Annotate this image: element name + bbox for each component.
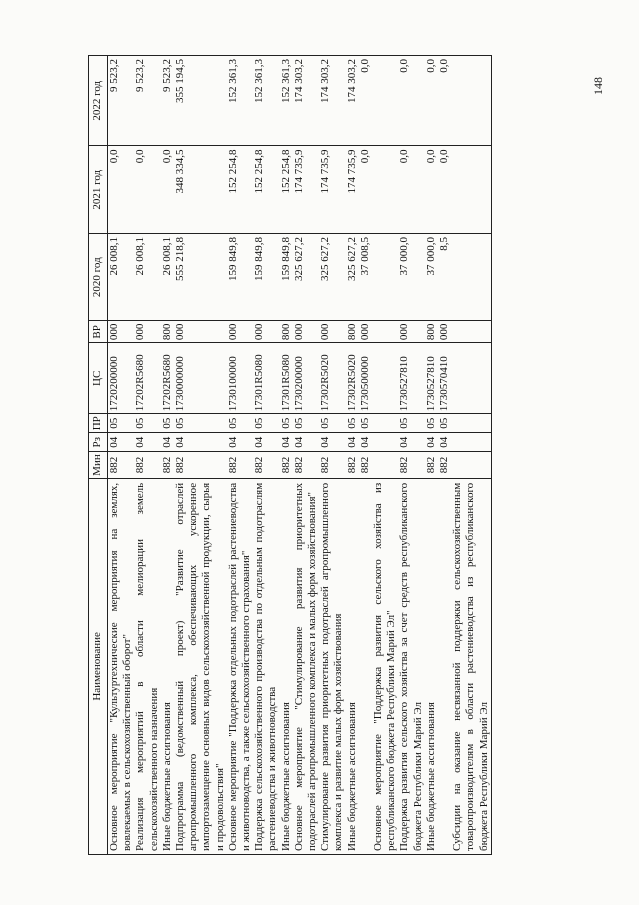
cell-value: 05 [398, 417, 411, 429]
cell-value: 04 [134, 436, 147, 448]
cell-value: 04 [253, 436, 266, 448]
cell-value: 000 [108, 323, 120, 341]
row-y2022 [161, 56, 174, 146]
cell-value: 152 361,3 [226, 59, 239, 103]
row-y2021 [227, 146, 253, 233]
cell-value: 05 [345, 417, 358, 429]
cell-value: 04 [398, 436, 411, 448]
row-min [161, 452, 174, 479]
table-row [451, 56, 491, 855]
row-y2020 [451, 233, 491, 320]
cell-value: 05 [253, 417, 266, 429]
cell-value: 325 627,2 [292, 236, 305, 281]
cell-value: 000 [134, 323, 147, 341]
cell-value: 05 [108, 417, 120, 429]
cell-value: 05 [319, 417, 332, 429]
row-cs [280, 343, 293, 414]
row-name: Поддержка развития сельского хозяйства за счет средств республиканского бюджета Республики Марий Эл [398, 478, 424, 854]
row-name: Иные бюджетные ассигнования [161, 478, 174, 854]
row-cs [425, 343, 451, 414]
cell-value: 17301R5080 [253, 354, 266, 412]
header-vr: ВР [89, 321, 108, 343]
row-y2020 [161, 233, 174, 320]
row-min [451, 452, 491, 479]
row-cs [161, 343, 174, 414]
cell-value: 1730200000 [292, 356, 305, 412]
cell-value: 04 [438, 436, 451, 448]
row-cs [108, 343, 135, 414]
header-min: Мин [89, 452, 108, 479]
row-min [319, 452, 345, 479]
row-min [346, 452, 372, 479]
cell-value: 882 [319, 456, 332, 474]
row-y2022 [372, 56, 398, 146]
cell-value: 1720200000 [108, 356, 120, 412]
cell-value: 174 735,9 [292, 149, 305, 194]
row-y2022 [227, 56, 253, 146]
cell-value: 1730000000 [174, 356, 187, 412]
row-rz [372, 433, 398, 452]
rotated-page-content [88, 55, 586, 855]
row-min [293, 452, 319, 479]
row-pr [280, 414, 293, 433]
row-vr [319, 321, 345, 343]
row-pr [398, 414, 424, 433]
row-pr [253, 414, 279, 433]
cell-value: 04 [319, 436, 332, 448]
row-y2021 [108, 146, 135, 233]
row-vr [108, 321, 135, 343]
row-y2020 [174, 233, 227, 320]
table-row [293, 56, 319, 855]
row-vr [372, 321, 398, 343]
cell-value: 26 008,1 [160, 236, 173, 276]
cell-value: 174 735,9 [345, 149, 358, 194]
row-cs [319, 343, 345, 414]
row-y2020 [280, 233, 293, 320]
cell-value: 05 [174, 417, 187, 429]
cell-value: 355 194,5 [174, 59, 187, 103]
row-vr [174, 321, 227, 343]
cell-value: 152 254,8 [279, 149, 292, 194]
row-y2020 [372, 233, 398, 320]
cell-value: 174 303,2 [319, 59, 332, 103]
row-pr [134, 414, 160, 433]
row-min [372, 452, 398, 479]
row-cs [174, 343, 227, 414]
row-cs [134, 343, 160, 414]
row-name: Иные бюджетные ассигнования [425, 478, 451, 854]
cell-value: 17202R5680 [160, 354, 173, 412]
row-vr [425, 321, 451, 343]
row-rz [346, 433, 372, 452]
row-min [174, 452, 227, 479]
cell-value: 000 [319, 323, 332, 341]
row-cs [346, 343, 372, 414]
row-rz [227, 433, 253, 452]
header-pr: ПР [89, 414, 108, 433]
table-row [227, 56, 253, 855]
cell-value: 37 000,0 [398, 236, 411, 276]
table-row [253, 56, 279, 855]
cell-value: 800 [424, 323, 437, 341]
cell-value: 000 [292, 323, 305, 341]
row-vr [293, 321, 319, 343]
cell-value: 1730527810 [398, 356, 411, 412]
cell-value: 0,0 [438, 149, 451, 164]
header-cs: ЦС [89, 343, 108, 414]
cell-value: 159 849,8 [279, 236, 292, 281]
cell-value: 882 [438, 456, 451, 474]
row-y2022 [174, 56, 227, 146]
cell-value: 9 523,2 [134, 59, 147, 92]
row-name: Иные бюджетные ассигнования [280, 478, 293, 854]
row-vr [227, 321, 253, 343]
cell-value: 882 [174, 456, 187, 474]
row-pr [293, 414, 319, 433]
cell-value: 348 334,5 [174, 149, 187, 194]
cell-value: 05 [134, 417, 147, 429]
cell-value: 04 [292, 436, 305, 448]
row-pr [346, 414, 372, 433]
cell-value: 800 [345, 323, 358, 341]
cell-value: 1730100000 [226, 356, 239, 412]
cell-value: 882 [424, 456, 437, 474]
row-rz [451, 433, 491, 452]
cell-value: 000 [398, 323, 411, 341]
row-rz [398, 433, 424, 452]
row-min [108, 452, 135, 479]
row-y2020 [108, 233, 135, 320]
cell-value: 9 523,2 [108, 59, 120, 92]
cell-value: 0,0 [398, 149, 411, 164]
row-y2022 [280, 56, 293, 146]
row-vr [134, 321, 160, 343]
cell-value: 882 [108, 456, 120, 474]
cell-value: 04 [424, 436, 437, 448]
cell-value: 37 008,5 [358, 236, 371, 276]
row-vr [346, 321, 372, 343]
row-pr [425, 414, 451, 433]
row-y2021 [174, 146, 227, 233]
cell-value: 04 [174, 436, 187, 448]
cell-value: 0,0 [398, 59, 411, 73]
cell-value: 152 254,8 [226, 149, 239, 194]
row-y2021 [280, 146, 293, 233]
cell-value: 0,0 [424, 149, 437, 164]
cell-value: 0,0 [358, 149, 371, 164]
row-y2020 [398, 233, 424, 320]
row-min [425, 452, 451, 479]
row-name: Основное мероприятие "Поддержка развития сельского хозяйства из республиканского бюджета Республики Марий Эл" [372, 478, 398, 854]
cell-value: 882 [160, 456, 173, 474]
row-y2020 [134, 233, 160, 320]
row-name: Основное мероприятие "Стимулирование развития приоритетных подотраслей агропромышленного комплекса и малых форм хозяйствования" [293, 478, 319, 854]
row-y2022 [425, 56, 451, 146]
row-y2021 [372, 146, 398, 233]
cell-value: 000 [174, 323, 187, 341]
cell-value: 882 [358, 456, 371, 474]
row-cs [227, 343, 253, 414]
row-y2020 [346, 233, 372, 320]
cell-value: 04 [160, 436, 173, 448]
table-row [108, 56, 135, 855]
cell-value: 0,0 [160, 149, 173, 164]
cell-value: 325 627,2 [319, 236, 332, 281]
cell-value: 174 303,2 [345, 59, 358, 103]
row-cs [293, 343, 319, 414]
header-2020: 2020 год [89, 233, 108, 320]
cell-value: 882 [279, 456, 292, 474]
cell-value: 05 [438, 417, 451, 429]
table-row [398, 56, 424, 855]
header-name: Наименование [89, 478, 108, 854]
cell-value: 05 [424, 417, 437, 429]
row-cs [398, 343, 424, 414]
row-y2022 [253, 56, 279, 146]
budget-table [88, 55, 492, 855]
row-y2022 [346, 56, 372, 146]
cell-value: 04 [345, 436, 358, 448]
row-vr [161, 321, 174, 343]
row-rz [293, 433, 319, 452]
cell-value: 05 [358, 417, 371, 429]
cell-value: 325 627,2 [345, 236, 358, 281]
row-y2021 [134, 146, 160, 233]
cell-value: 000 [358, 323, 371, 341]
cell-value: 05 [279, 417, 292, 429]
cell-value: 17302R5020 [345, 354, 358, 412]
cell-value: 1730570410 [438, 356, 451, 412]
cell-value: 04 [358, 436, 371, 448]
cell-value: 000 [226, 323, 239, 341]
cell-value: 0,0 [438, 59, 451, 73]
row-y2021 [161, 146, 174, 233]
header-2022: 2022 год [89, 56, 108, 146]
table-row [161, 56, 174, 855]
row-rz [425, 433, 451, 452]
table-row [425, 56, 451, 855]
row-y2021 [451, 146, 491, 233]
cell-value: 17302R5020 [319, 354, 332, 412]
cell-value: 0,0 [108, 149, 120, 164]
cell-value: 882 [292, 456, 305, 474]
row-pr [451, 414, 491, 433]
row-y2021 [398, 146, 424, 233]
row-pr [174, 414, 227, 433]
row-vr [398, 321, 424, 343]
cell-value: 17202R5680 [134, 354, 147, 412]
row-cs [372, 343, 398, 414]
row-name: Подпрограмма (ведомственный проект) "Развитие отраслей агропромышленного комплекса, обеспечивающих ускоренное импортозамещение основных видов сельскохозяйственной продукции, сырья и продовольствия" [174, 478, 227, 854]
row-cs [253, 343, 279, 414]
cell-value: 882 [345, 456, 358, 474]
row-pr [227, 414, 253, 433]
row-rz [174, 433, 227, 452]
row-pr [319, 414, 345, 433]
row-pr [108, 414, 135, 433]
row-y2020 [253, 233, 279, 320]
row-vr [451, 321, 491, 343]
row-y2022 [134, 56, 160, 146]
row-name: Поддержка сельскохозяйственного производства по отдельным подотраслям растениеводства и животноводства [253, 478, 279, 854]
row-min [253, 452, 279, 479]
row-min [227, 452, 253, 479]
row-rz [134, 433, 160, 452]
cell-value: 1730500000 [358, 356, 371, 412]
table-header-row [89, 56, 108, 855]
cell-value: 882 [226, 456, 239, 474]
table-body [108, 56, 492, 855]
cell-value: 152 361,3 [279, 59, 292, 103]
cell-value: 17301R5080 [279, 354, 292, 412]
row-rz [161, 433, 174, 452]
table-row [346, 56, 372, 855]
row-y2021 [319, 146, 345, 233]
table-row [372, 56, 398, 855]
header-2021: 2021 год [89, 146, 108, 233]
cell-value: 05 [226, 417, 239, 429]
row-y2021 [293, 146, 319, 233]
table-row [280, 56, 293, 855]
row-y2022 [108, 56, 135, 146]
table-row [134, 56, 160, 855]
row-y2022 [319, 56, 345, 146]
cell-value: 9 523,2 [160, 59, 173, 92]
row-min [398, 452, 424, 479]
cell-value: 04 [226, 436, 239, 448]
cell-value: 800 [160, 323, 173, 341]
row-name: Основное мероприятие "Поддержка отдельных подотраслей растениеводства и животноводства, а также сельскохозяйственного страхования" [227, 478, 253, 854]
cell-value: 159 849,8 [253, 236, 266, 281]
cell-value: 1730527810 [424, 356, 437, 412]
row-name: Стимулирование развития приоритетных подотраслей агропромышленного комплекса и развитие малых форм хозяйствования [319, 478, 345, 854]
row-vr [280, 321, 293, 343]
row-name: Основное мероприятие "Культуртехнические мероприятия на землях, вовлекаемых в сельскохозяйственный оборот" [108, 478, 135, 854]
cell-value: 37 000,0 [424, 236, 437, 276]
row-y2021 [425, 146, 451, 233]
row-pr [161, 414, 174, 433]
row-y2022 [398, 56, 424, 146]
cell-value: 152 361,3 [253, 59, 266, 103]
cell-value: 04 [108, 436, 120, 448]
cell-value: 174 303,2 [292, 59, 305, 103]
row-min [280, 452, 293, 479]
cell-value: 05 [160, 417, 173, 429]
row-name: Иные бюджетные ассигнования [346, 478, 372, 854]
table-row [319, 56, 345, 855]
cell-value: 05 [292, 417, 305, 429]
cell-value: 26 008,1 [108, 236, 120, 276]
row-y2022 [451, 56, 491, 146]
row-rz [319, 433, 345, 452]
row-pr [372, 414, 398, 433]
cell-value: 882 [398, 456, 411, 474]
header-rz: Рз [89, 433, 108, 452]
cell-value: 555 218,8 [174, 236, 187, 281]
row-rz [253, 433, 279, 452]
row-y2020 [319, 233, 345, 320]
row-y2021 [253, 146, 279, 233]
row-y2022 [293, 56, 319, 146]
row-name: Субсидии на оказание несвязанной поддержки сельскохозяйственным товаропроизводителям в области растениеводства из республиканского бюджета Республики Марий Эл [451, 478, 491, 854]
cell-value: 000 [438, 323, 451, 341]
cell-value: 0,0 [358, 59, 371, 73]
table-row [174, 56, 227, 855]
cell-value: 152 254,8 [253, 149, 266, 194]
cell-value: 0,0 [134, 149, 147, 164]
row-rz [280, 433, 293, 452]
cell-value: 159 849,8 [226, 236, 239, 281]
cell-value: 26 008,1 [134, 236, 147, 276]
row-y2021 [346, 146, 372, 233]
row-rz [108, 433, 135, 452]
cell-value: 04 [279, 436, 292, 448]
row-vr [253, 321, 279, 343]
cell-value: 0,0 [424, 59, 437, 73]
cell-value: 882 [253, 456, 266, 474]
cell-value: 800 [279, 323, 292, 341]
page-number: 148 [591, 77, 605, 95]
row-cs [451, 343, 491, 414]
row-y2020 [425, 233, 451, 320]
cell-value: 882 [134, 456, 147, 474]
row-name: Реализация мероприятий в области мелиорации земель сельскохозяйственного назначения [134, 478, 160, 854]
cell-value: 174 735,9 [319, 149, 332, 194]
row-y2020 [227, 233, 253, 320]
cell-value: 000 [253, 323, 266, 341]
row-y2020 [293, 233, 319, 320]
cell-value: 8,5 [438, 236, 451, 251]
row-min [134, 452, 160, 479]
